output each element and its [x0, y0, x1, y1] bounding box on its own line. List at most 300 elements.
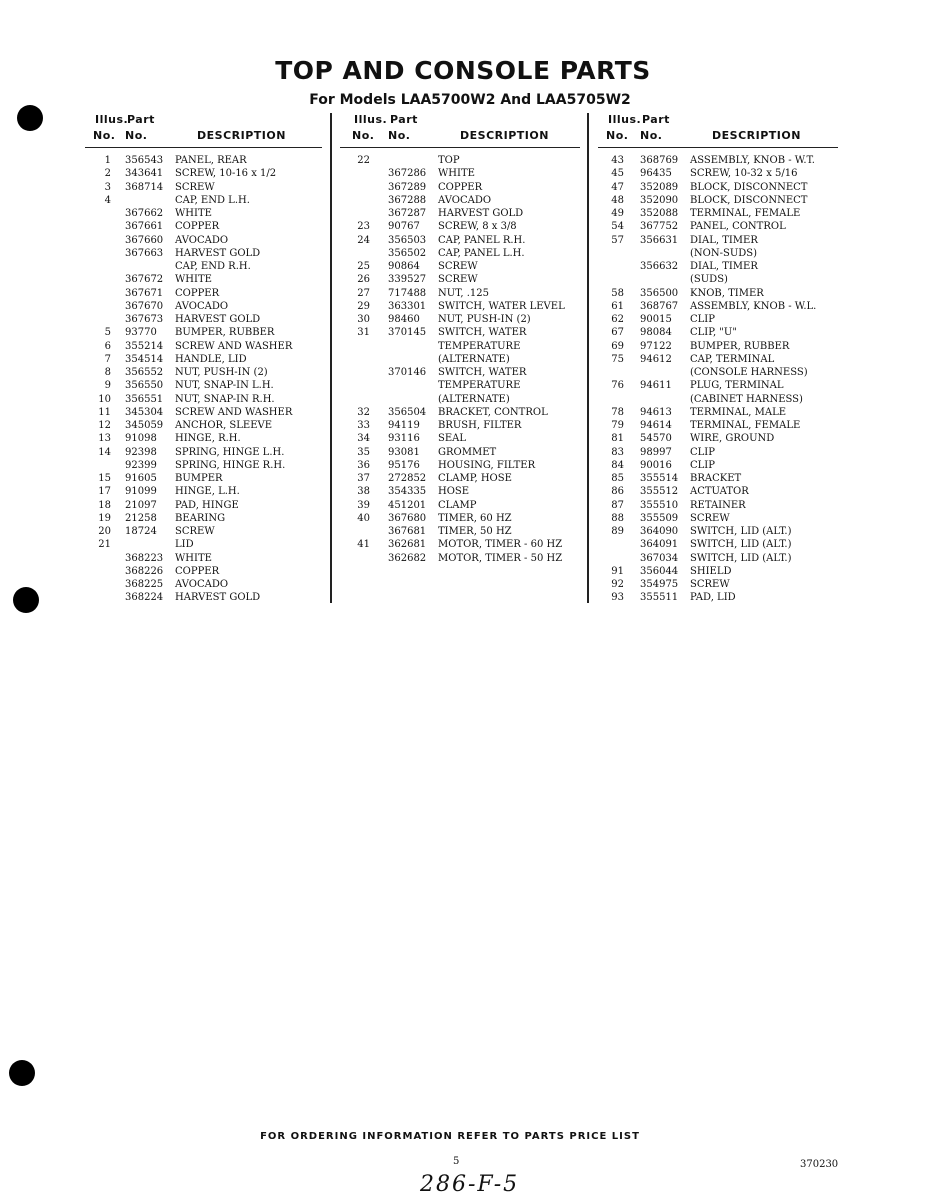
parts-row [340, 379, 580, 392]
parts-row [340, 366, 580, 379]
part-number: 356504 [388, 406, 427, 418]
part-number: 91098 [125, 433, 157, 445]
parts-row [340, 220, 580, 233]
part-number: 363301 [388, 300, 427, 312]
part-description: SEAL [438, 433, 467, 445]
part-number: 368767 [640, 300, 679, 312]
header-illus: Illus. [354, 113, 388, 126]
part-number: 356550 [125, 380, 164, 392]
part-description: BLOCK, DISCONNECT [690, 181, 808, 193]
parts-row [85, 379, 322, 392]
part-number: 367661 [125, 221, 164, 233]
parts-row [598, 234, 838, 247]
parts-row [85, 499, 322, 512]
part-number: 355512 [640, 486, 679, 498]
part-number: 90015 [640, 314, 672, 325]
part-description: SCREW [690, 512, 730, 524]
part-description: CAP, END R.H. [175, 261, 251, 272]
part-number: 355510 [640, 499, 679, 511]
parts-row [85, 472, 322, 485]
part-number: 367663 [125, 247, 164, 259]
part-description: AVOCADO [175, 300, 229, 312]
illus-number: 39 [357, 499, 370, 511]
column-header [340, 113, 580, 148]
part-number: 356503 [388, 234, 427, 246]
part-description: ASSEMBLY, KNOB - W.T. [690, 155, 815, 166]
part-description: LID [175, 539, 194, 551]
part-description: NUT, SNAP-IN R.H. [175, 393, 275, 405]
part-description: GROMMET [438, 446, 497, 458]
illus-number: 61 [611, 300, 624, 312]
binder-hole [17, 105, 43, 131]
parts-row [85, 578, 322, 591]
parts-row [340, 340, 580, 353]
part-number: 354975 [640, 579, 679, 590]
part-number: 367289 [388, 181, 427, 193]
parts-column [340, 113, 580, 565]
illus-number: 5 [104, 327, 111, 339]
part-description: SWITCH, WATER [438, 367, 527, 378]
part-description: CLIP [690, 459, 715, 471]
binder-hole [13, 587, 39, 613]
part-number: 94119 [388, 420, 420, 431]
part-number: 352089 [640, 181, 679, 193]
parts-row [598, 419, 838, 432]
part-description: SCREW, 10-32 x 5/16 [690, 168, 798, 180]
illus-number: 30 [357, 314, 370, 325]
part-number: 345304 [125, 406, 164, 418]
document-number: 370230 [800, 1159, 839, 1170]
parts-row [340, 287, 580, 300]
parts-row [598, 167, 838, 180]
part-number: 368226 [125, 565, 164, 577]
part-number: 345059 [125, 420, 164, 431]
illus-number: 21 [98, 539, 111, 551]
part-number: 367673 [125, 314, 164, 325]
part-description: BUMPER, RUBBER [690, 340, 790, 352]
part-description: BUMPER [175, 473, 223, 484]
part-description: COPPER [438, 181, 483, 193]
part-description: NUT, SNAP-IN L.H. [175, 380, 274, 392]
parts-row [340, 552, 580, 565]
parts-row [598, 181, 838, 194]
illus-number: 57 [611, 234, 624, 246]
parts-row [598, 260, 838, 273]
part-description: ANCHOR, SLEEVE [175, 420, 273, 431]
part-description: CLAMP [438, 499, 477, 511]
ordering-info-footer: FOR ORDERING INFORMATION REFER TO PARTS PRICE LIST [260, 1131, 640, 1142]
parts-row [598, 512, 838, 525]
part-description: (CABINET HARNESS) [690, 393, 803, 405]
part-description: TERMINAL, FEMALE [690, 420, 801, 431]
parts-row [340, 300, 580, 313]
part-description: SCREW AND WASHER [175, 340, 293, 352]
illus-number: 92 [611, 579, 624, 590]
part-number: 92399 [125, 459, 157, 471]
illus-number: 87 [611, 499, 624, 511]
parts-row [85, 366, 322, 379]
header-part-no: No. [125, 129, 148, 142]
parts-row [340, 485, 580, 498]
parts-row [85, 419, 322, 432]
part-description: CAP, TERMINAL [690, 353, 775, 365]
part-number: 355214 [125, 340, 164, 352]
part-description: HOSE [438, 486, 470, 498]
part-number: 92398 [125, 446, 157, 458]
part-number: 98084 [640, 327, 672, 339]
part-description: MOTOR, TIMER - 60 HZ [438, 539, 563, 551]
part-description: WHITE [175, 552, 212, 564]
parts-row [598, 207, 838, 220]
part-description: SPRING, HINGE L.H. [175, 446, 285, 458]
parts-row [340, 313, 580, 326]
header-description: DESCRIPTION [460, 129, 549, 142]
parts-row [340, 353, 580, 366]
column-header [598, 113, 838, 148]
illus-number: 93 [611, 592, 624, 604]
part-description: TEMPERATURE [438, 380, 521, 392]
parts-column [598, 113, 838, 605]
part-number: 54570 [640, 433, 672, 445]
part-number: 355509 [640, 512, 679, 524]
part-description: WHITE [175, 274, 212, 286]
parts-row [85, 446, 322, 459]
parts-row [598, 247, 838, 260]
part-number: 370145 [388, 327, 427, 339]
part-number: 354514 [125, 353, 164, 365]
parts-row [85, 260, 322, 273]
illus-number: 69 [611, 340, 624, 352]
illus-number: 15 [98, 473, 111, 484]
parts-row [85, 194, 322, 207]
illus-number: 31 [357, 327, 370, 339]
part-number: 96435 [640, 168, 672, 180]
part-description: TERMINAL, FEMALE [690, 208, 801, 219]
header-illus-no: No. [352, 129, 375, 142]
part-description: HINGE, R.H. [175, 433, 241, 445]
header-illus-no: No. [93, 129, 116, 142]
part-description: SCREW, 10-16 x 1/2 [175, 168, 277, 180]
part-number: 93116 [388, 433, 420, 445]
part-number: 368769 [640, 155, 679, 166]
parts-row [340, 525, 580, 538]
part-number: 364090 [640, 526, 679, 537]
part-description: WIRE, GROUND [690, 433, 775, 445]
part-description: SCREW [175, 181, 215, 193]
illus-number: 83 [611, 446, 624, 458]
part-number: 368223 [125, 552, 164, 564]
parts-row [598, 300, 838, 313]
header-part: Part [127, 113, 155, 126]
parts-row [340, 406, 580, 419]
part-number: 352088 [640, 208, 679, 219]
parts-row [340, 194, 580, 207]
illus-number: 24 [357, 234, 370, 246]
parts-row [85, 313, 322, 326]
parts-row [598, 499, 838, 512]
part-number: 356044 [640, 565, 679, 577]
part-number: 451201 [388, 499, 427, 511]
part-description: CLAMP, HOSE [438, 473, 512, 484]
illus-number: 3 [104, 181, 111, 193]
parts-row [85, 485, 322, 498]
part-number: 91099 [125, 486, 157, 498]
parts-row [340, 472, 580, 485]
part-description: (ALTERNATE) [438, 393, 510, 405]
part-number: 94611 [640, 380, 672, 392]
part-description: (CONSOLE HARNESS) [690, 367, 808, 378]
parts-row [85, 340, 322, 353]
part-number: 367287 [388, 208, 427, 219]
part-description: NUT, .125 [438, 287, 490, 299]
page-subtitle: For Models LAA5700W2 And LAA5705W2 [309, 92, 631, 108]
illus-number: 13 [98, 433, 111, 445]
column-header [85, 113, 322, 148]
illus-number: 48 [611, 194, 624, 206]
part-number: 717488 [388, 287, 427, 299]
parts-row [598, 287, 838, 300]
parts-row [85, 167, 322, 180]
part-description: TIMER, 60 HZ [438, 512, 512, 524]
parts-row [340, 181, 580, 194]
part-description: PLUG, TERMINAL [690, 380, 784, 392]
illus-number: 20 [98, 526, 111, 537]
part-description: PAD, HINGE [175, 499, 239, 511]
parts-row [598, 565, 838, 578]
illus-number: 58 [611, 287, 624, 299]
illus-number: 33 [357, 420, 370, 431]
part-description: SHIELD [690, 565, 732, 577]
part-description: HARVEST GOLD [175, 314, 261, 325]
illus-number: 86 [611, 486, 624, 498]
part-description: TEMPERATURE [438, 340, 521, 352]
illus-number: 4 [104, 194, 111, 206]
illus-number: 18 [98, 499, 111, 511]
part-number: 93770 [125, 327, 157, 339]
illus-number: 17 [98, 486, 111, 498]
illus-number: 19 [98, 512, 111, 524]
parts-row [85, 207, 322, 220]
parts-row [85, 552, 322, 565]
illus-number: 29 [357, 300, 370, 312]
parts-row [340, 512, 580, 525]
parts-row [598, 353, 838, 366]
part-description: SWITCH, LID (ALT.) [690, 526, 792, 537]
parts-row [340, 446, 580, 459]
part-description: TERMINAL, MALE [690, 406, 787, 418]
parts-row [340, 499, 580, 512]
part-number: 356502 [388, 247, 427, 259]
part-number: 352090 [640, 194, 679, 206]
illus-number: 26 [357, 274, 370, 286]
part-description: KNOB, TIMER [690, 287, 764, 299]
part-description: TOP [438, 155, 460, 166]
part-number: 21258 [125, 512, 157, 524]
part-description: BRUSH, FILTER [438, 420, 522, 431]
part-description: BRACKET, CONTROL [438, 406, 548, 418]
page-title: TOP AND CONSOLE PARTS [275, 56, 651, 85]
parts-row [598, 154, 838, 167]
part-description: PANEL, CONTROL [690, 221, 786, 233]
part-description: AVOCADO [438, 194, 492, 206]
part-description: HARVEST GOLD [175, 247, 261, 259]
part-number: 95176 [388, 459, 420, 471]
parts-row [85, 273, 322, 286]
parts-row [85, 234, 322, 247]
illus-number: 38 [357, 486, 370, 498]
illus-number: 37 [357, 473, 370, 484]
illus-number: 25 [357, 261, 370, 272]
part-description: COPPER [175, 287, 220, 299]
part-number: 356552 [125, 367, 164, 378]
illus-number: 91 [611, 565, 624, 577]
illus-number: 22 [357, 155, 370, 166]
part-number: 98997 [640, 446, 672, 458]
illus-number: 11 [98, 406, 111, 418]
part-number: 356632 [640, 261, 679, 272]
part-number: 356551 [125, 393, 164, 405]
illus-number: 32 [357, 406, 370, 418]
illus-number: 41 [357, 539, 370, 551]
parts-row [598, 326, 838, 339]
part-description: SWITCH, WATER LEVEL [438, 300, 565, 312]
parts-row [598, 578, 838, 591]
part-number: 368224 [125, 592, 164, 604]
part-description: HOUSING, FILTER [438, 459, 536, 471]
parts-row [598, 379, 838, 392]
part-description: CAP, PANEL L.H. [438, 247, 525, 259]
header-description: DESCRIPTION [197, 129, 286, 142]
parts-row [340, 247, 580, 260]
part-description: PANEL, REAR [175, 155, 247, 166]
part-description: CAP, PANEL R.H. [438, 234, 526, 246]
part-description: BRACKET [690, 473, 742, 484]
part-description: SCREW [175, 526, 215, 537]
part-description: RETAINER [690, 499, 746, 511]
parts-row [85, 300, 322, 313]
part-number: 367660 [125, 234, 164, 246]
part-description: SWITCH, WATER [438, 327, 527, 339]
part-number: 362682 [388, 552, 427, 564]
parts-row [340, 273, 580, 286]
part-number: 370146 [388, 367, 427, 378]
parts-row [598, 313, 838, 326]
parts-row [85, 432, 322, 445]
part-number: 355511 [640, 592, 679, 604]
parts-row [85, 220, 322, 233]
illus-number: 14 [98, 446, 111, 458]
part-number: 90864 [388, 261, 420, 272]
part-description: SWITCH, LID (ALT.) [690, 539, 792, 551]
parts-row [598, 340, 838, 353]
part-number: 356543 [125, 155, 164, 166]
part-description: (SUDS) [690, 274, 728, 286]
part-number: 90767 [388, 221, 420, 233]
part-number: 90016 [640, 459, 672, 471]
parts-row [85, 525, 322, 538]
part-description: SWITCH, LID (ALT.) [690, 552, 792, 564]
illus-number: 12 [98, 420, 111, 431]
illus-number: 6 [104, 340, 111, 352]
part-description: NUT, PUSH-IN (2) [175, 367, 268, 378]
parts-row [340, 167, 580, 180]
part-description: COPPER [175, 565, 220, 577]
illus-number: 49 [611, 208, 624, 219]
header-part-no: No. [388, 129, 411, 142]
part-description: NUT, PUSH-IN (2) [438, 314, 531, 325]
part-number: 94614 [640, 420, 672, 431]
part-number: 367672 [125, 274, 164, 286]
parts-row [340, 234, 580, 247]
parts-row [85, 512, 322, 525]
part-description: HINGE, L.H. [175, 486, 240, 498]
header-illus-no: No. [606, 129, 629, 142]
part-number: 367286 [388, 168, 427, 180]
illus-number: 36 [357, 459, 370, 471]
illus-number: 34 [357, 433, 370, 445]
illus-number: 76 [611, 380, 624, 392]
page-number: 5 [453, 1156, 460, 1167]
part-number: 93081 [388, 446, 420, 458]
part-number: 339527 [388, 274, 427, 286]
part-number: 367662 [125, 208, 164, 219]
part-description: SCREW [438, 261, 478, 272]
part-number: 21097 [125, 499, 157, 511]
illus-number: 1 [104, 155, 111, 166]
part-description: SCREW [438, 274, 478, 286]
part-description: SCREW AND WASHER [175, 406, 293, 418]
parts-row [340, 326, 580, 339]
part-description: DIAL, TIMER [690, 261, 758, 272]
parts-row [85, 287, 322, 300]
part-number: 354335 [388, 486, 427, 498]
illus-number: 54 [611, 221, 624, 233]
part-description: WHITE [175, 208, 212, 219]
parts-row [598, 393, 838, 406]
parts-row [85, 406, 322, 419]
parts-row [598, 591, 838, 604]
part-number: 94613 [640, 406, 672, 418]
parts-row [85, 565, 322, 578]
column-divider [330, 113, 332, 603]
part-number: 356500 [640, 287, 679, 299]
part-number: 367681 [388, 526, 427, 537]
illus-number: 89 [611, 526, 624, 537]
header-part: Part [642, 113, 670, 126]
illus-number: 47 [611, 181, 624, 193]
part-description: MOTOR, TIMER - 50 HZ [438, 552, 563, 564]
part-number: 272852 [388, 473, 427, 484]
part-description: CLIP [690, 314, 715, 325]
part-description: AVOCADO [175, 579, 229, 590]
binder-hole [9, 1060, 35, 1086]
parts-row [340, 432, 580, 445]
parts-row [85, 181, 322, 194]
part-description: DIAL, TIMER [690, 234, 758, 246]
part-description: (ALTERNATE) [438, 353, 510, 365]
header-description: DESCRIPTION [712, 129, 801, 142]
header-part: Part [390, 113, 418, 126]
illus-number: 81 [611, 433, 624, 445]
part-number: 364091 [640, 539, 679, 551]
parts-row [85, 393, 322, 406]
part-description: CLIP, "U" [690, 327, 737, 339]
parts-row [340, 419, 580, 432]
part-description: WHITE [438, 168, 475, 180]
parts-row [85, 326, 322, 339]
illus-number: 45 [611, 168, 624, 180]
parts-row [85, 459, 322, 472]
